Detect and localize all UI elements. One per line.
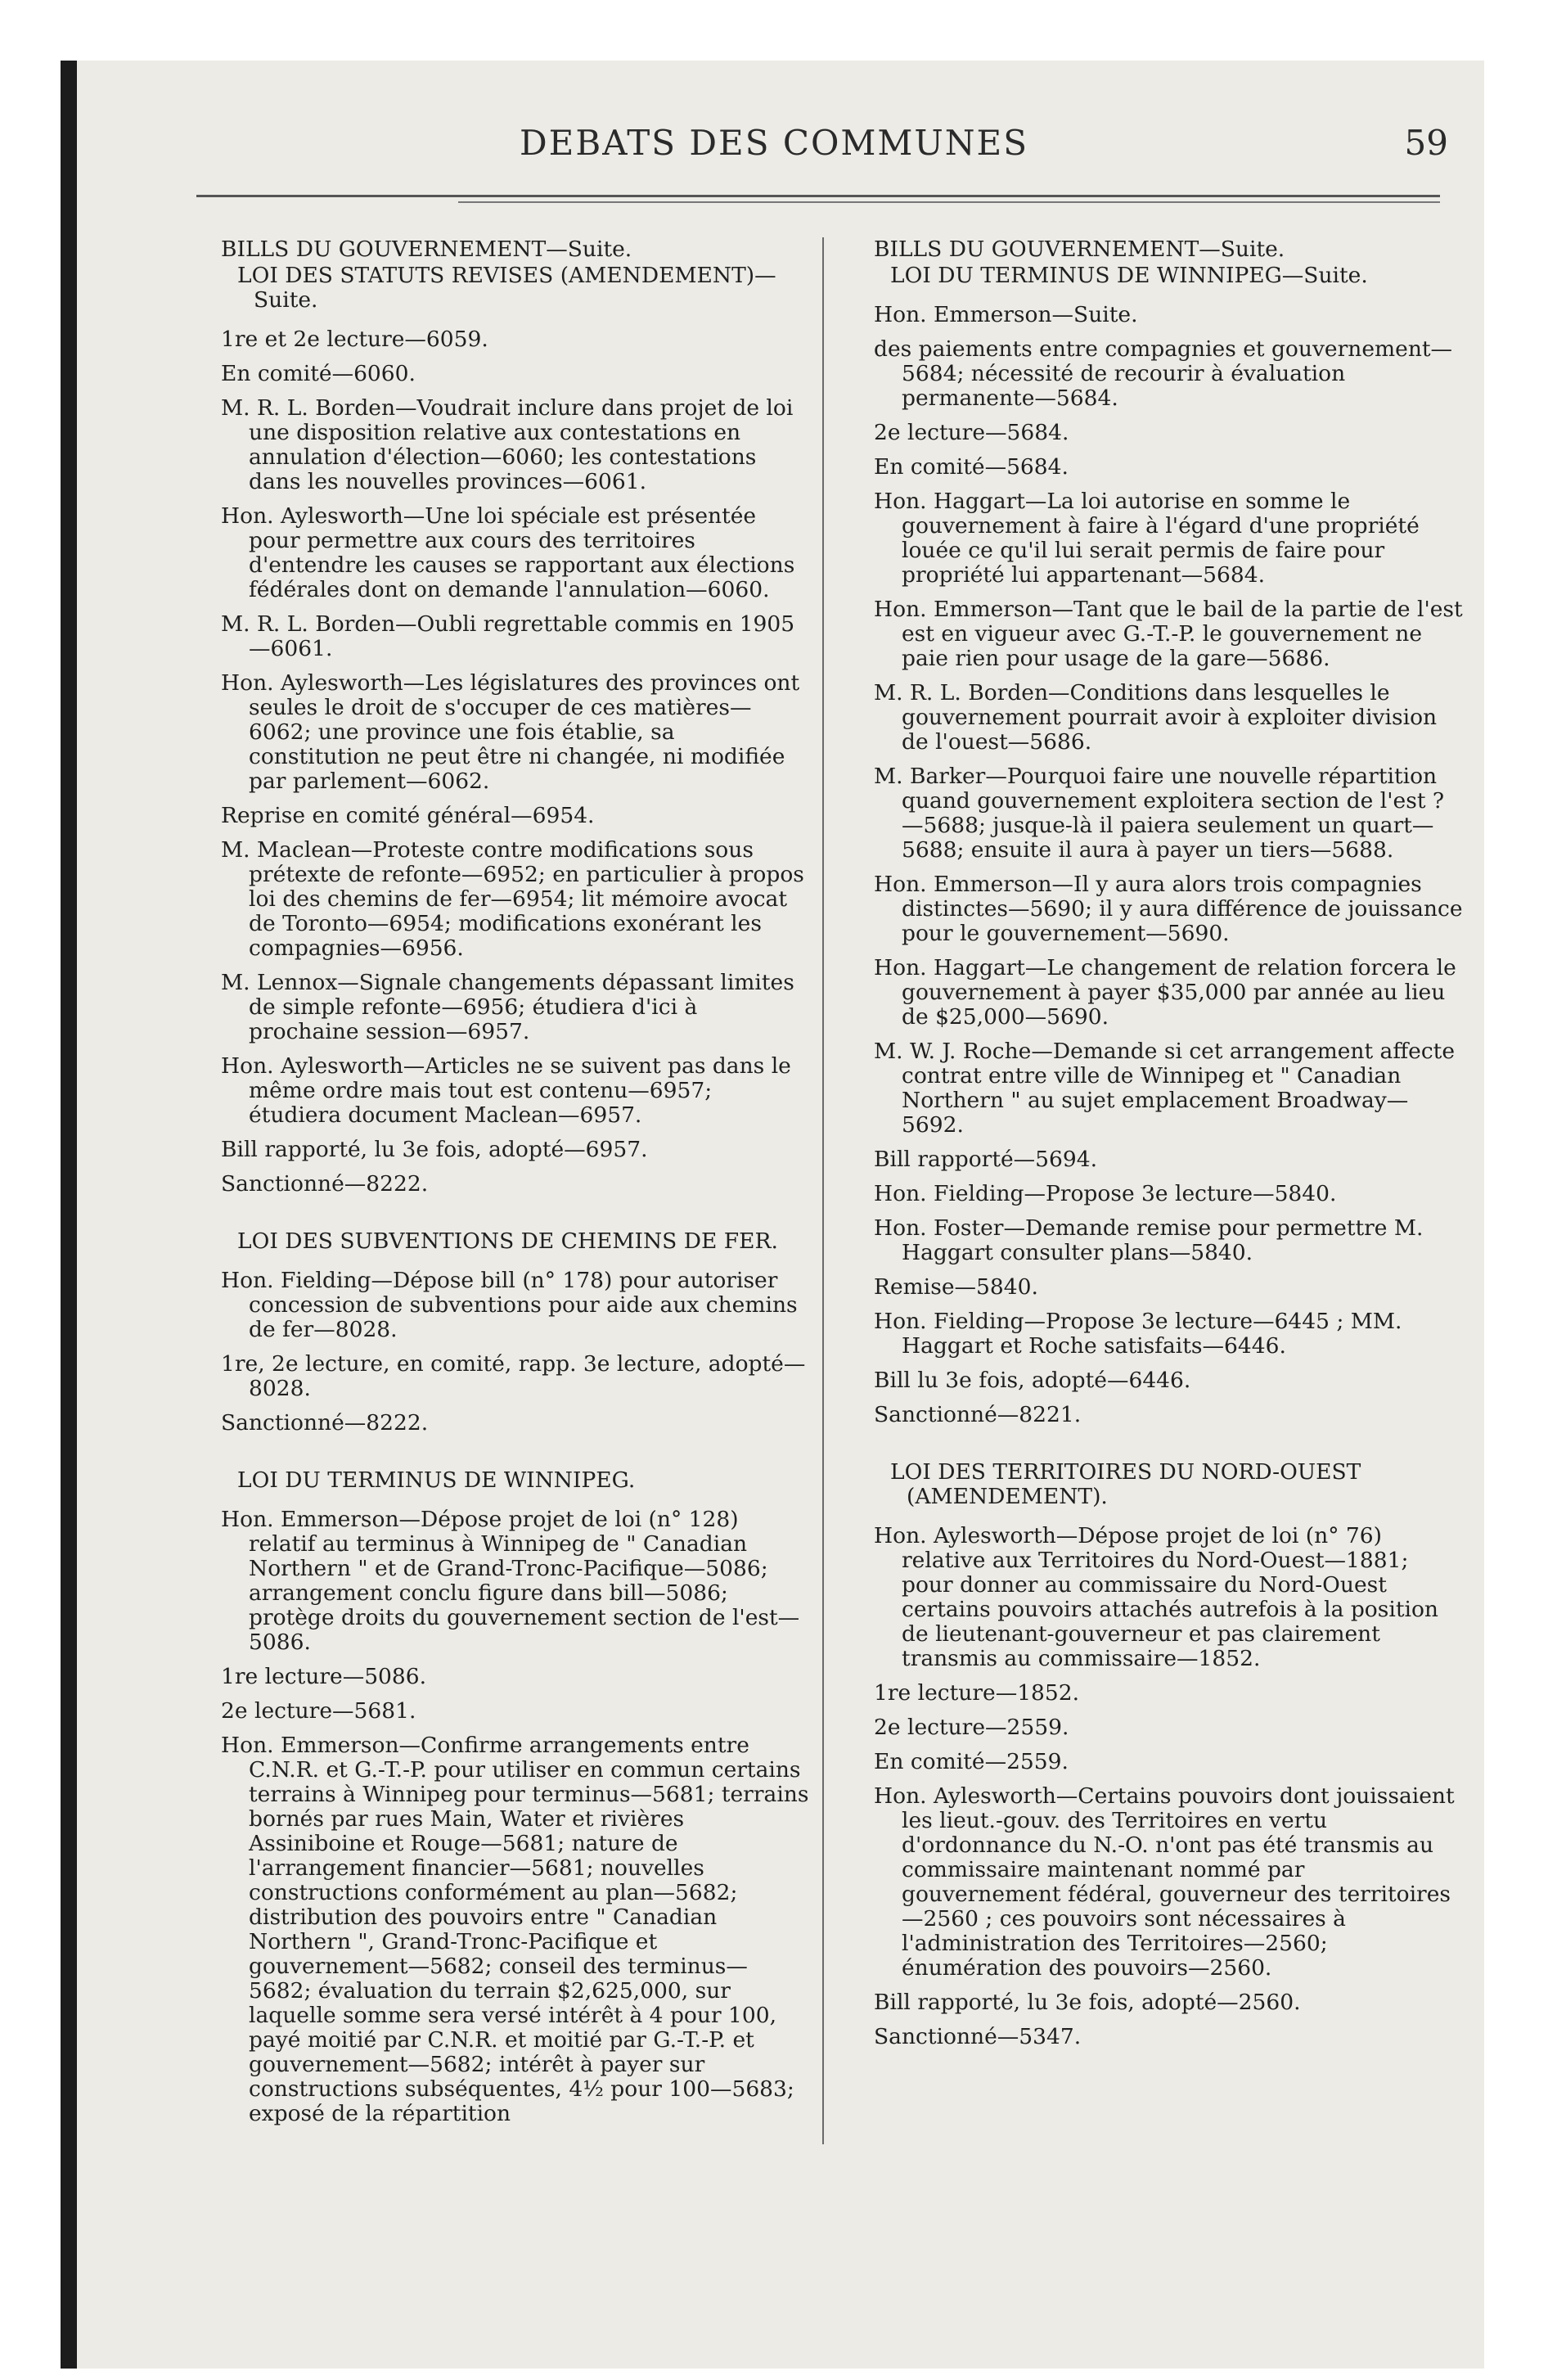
index-entry: Hon. Emmerson—Il y aura alors trois compagnies distinctes—5690; il y aura différence de jouissance pour le gouvernement—5690. bbox=[874, 872, 1463, 946]
index-entry: M. Lennox—Signale changements dépassant limites de simple refonte—6956; étudiera d'ici à prochaine session—6957. bbox=[221, 970, 794, 1044]
index-entry: En comité—2559. bbox=[874, 1749, 1069, 1774]
index-entry: Hon. Aylesworth—Articles ne se suivent pas dans le même ordre mais tout est contenu—6957; étudiera document Maclean—6957. bbox=[221, 1053, 791, 1128]
index-entry: Hon. Haggart—La loi autorise en somme le gouvernement à faire à l'égard d'une propriété louée ce qu'il lui serait permis de faire pour propriété lui appartenant—5684. bbox=[874, 489, 1420, 588]
scan-edge bbox=[61, 61, 77, 2369]
index-entry: 2e lecture—2559. bbox=[874, 1715, 1069, 1740]
index-entry: Hon. Aylesworth—Les législatures des provinces ont seules le droit de s'occuper de ces matières—6062; une province une fois établie, sa constitution ne peut être ni changée, ni modifiée par parlement—6062. bbox=[221, 670, 800, 794]
continued-speaker: Hon. Emmerson—Suite. bbox=[874, 302, 1138, 327]
page-number: 59 bbox=[1404, 123, 1448, 163]
left-column bbox=[221, 237, 810, 2136]
subsection-heading: LOI DES STATUTS REVISES (AMENDEMENT)—Suite. bbox=[237, 263, 776, 313]
index-entry: Hon. Fielding—Propose 3e lecture—6445 ; MM. Haggart et Roche satisfaits—6446. bbox=[874, 1309, 1402, 1359]
index-entry: Hon. Foster—Demande remise pour permettre M. Haggart consulter plans—5840. bbox=[874, 1215, 1424, 1265]
index-entry: Sanctionné—8222. bbox=[221, 1410, 429, 1436]
index-entry: 1re et 2e lecture—6059. bbox=[221, 327, 488, 352]
index-entry: Bill rapporté, lu 3e fois, adopté—2560. bbox=[874, 1990, 1301, 2015]
index-entry: 1re lecture—5086. bbox=[221, 1664, 427, 1689]
section-heading: BILLS DU GOUVERNEMENT—Suite. bbox=[221, 237, 632, 262]
index-entry: Hon. Fielding—Propose 3e lecture—5840. bbox=[874, 1181, 1337, 1206]
index-entry: Hon. Emmerson—Confirme arrangements entre C.N.R. et G.-T.-P. pour utiliser en commun certains terrains à Winnipeg pour terminus—5681; terrains bornés par rues Main, Water et rivières Assiniboine et Rouge—5681; nature de l'arrangement financier—5681; nouvelles constructions conformément au plan—5682; distribution des pouvoirs entre " Canadian Northern ", Grand-Tronc-Pacifique et gouvernement—5682; conseil des terminus—5682; évaluation du terrain $2,625,000, sur laquelle somme sera versé intérêt à 4 pour 100, payé moitié par C.N.R. et moitié par G.-T.-P. et gouvernement—5682; intérêt à payer sur constructions subséquentes, 4½ pour 100—5683; exposé de la répartition bbox=[221, 1733, 809, 2126]
index-entry: 1re lecture—1852. bbox=[874, 1680, 1080, 1706]
index-entry: Hon. Emmerson—Tant que le bail de la partie de l'est est en vigueur avec G.-T.-P. le gouvernement ne paie rien pour usage de la gare—5686. bbox=[874, 597, 1463, 671]
index-entry: En comité—5684. bbox=[874, 454, 1069, 480]
index-entry: M. R. L. Borden—Conditions dans lesquelles le gouvernement pourrait avoir à exploiter division de l'ouest—5686. bbox=[874, 680, 1438, 755]
index-entry: M. R. L. Borden—Oubli regrettable commis en 1905—6061. bbox=[221, 611, 795, 661]
index-entry: Remise—5840. bbox=[874, 1274, 1038, 1300]
section-heading: LOI DU TERMINUS DE WINNIPEG. bbox=[237, 1467, 636, 1493]
index-entry: 2e lecture—5684. bbox=[874, 420, 1069, 445]
index-entry: 1re, 2e lecture, en comité, rapp. 3e lecture, adopté—8028. bbox=[221, 1351, 806, 1401]
index-entry: M. R. L. Borden—Voudrait inclure dans projet de loi une disposition relative aux contestations en annulation d'élection—6060; les contestations dans les nouvelles provinces—6061. bbox=[221, 395, 794, 494]
right-column bbox=[874, 237, 1463, 2059]
subsection-heading: LOI DU TERMINUS DE WINNIPEG—Suite. bbox=[890, 263, 1368, 288]
section-heading: BILLS DU GOUVERNEMENT—Suite. bbox=[874, 237, 1285, 262]
index-entry: Hon. Aylesworth—Une loi spéciale est présentée pour permettre aux cours des territoires d'entendre les causes se rapportant aux élections fédérales dont on demande l'annulation—6060. bbox=[221, 503, 795, 602]
index-entry: Sanctionné—8221. bbox=[874, 1402, 1082, 1427]
index-entry: Bill lu 3e fois, adopté—6446. bbox=[874, 1368, 1191, 1393]
index-entry: M. Barker—Pourquoi faire une nouvelle répartition quand gouvernement exploitera section de l'est ?—5688; jusque-là il paiera seulement un quart—5688; ensuite il aura à payer un tiers—5688. bbox=[874, 764, 1445, 863]
header-rule bbox=[196, 195, 1440, 197]
index-entry: M. W. J. Roche—Demande si cet arrangement affecte contrat entre ville de Winnipeg et " Canadian Northern " au sujet emplacement Broadway—5692. bbox=[874, 1039, 1456, 1138]
header-rule-secondary bbox=[458, 201, 1440, 203]
index-entry: Hon. Aylesworth—Dépose projet de loi (n° 76) relative aux Territoires du Nord-Ouest—1881; pour donner au commissaire du Nord-Ouest certains pouvoirs attachés autrefois à la position de lieutenant-gouverneur et pas clairement transmis au commissaire—1852. bbox=[874, 1523, 1438, 1671]
column-divider bbox=[822, 237, 824, 2144]
index-entry: Hon. Haggart—Le changement de relation forcera le gouvernement à payer $35,000 par année au lieu de $25,000—5690. bbox=[874, 955, 1456, 1030]
index-entry: des paiements entre compagnies et gouvernement—5684; nécessité de recourir à évaluation permanente—5684. bbox=[874, 336, 1453, 411]
index-entry: Reprise en comité général—6954. bbox=[221, 803, 595, 828]
section-heading: LOI DES TERRITOIRES DU NORD-OUEST (AMENDEMENT). bbox=[890, 1459, 1361, 1509]
index-entry: 2e lecture—5681. bbox=[221, 1698, 416, 1724]
index-entry: Bill rapporté, lu 3e fois, adopté—6957. bbox=[221, 1137, 648, 1162]
index-entry: Hon. Fielding—Dépose bill (n° 178) pour autoriser concession de subventions pour aide aux chemins de fer—8028. bbox=[221, 1268, 798, 1342]
index-entry: Sanctionné—5347. bbox=[874, 2024, 1082, 2049]
index-entry: Hon. Aylesworth—Certains pouvoirs dont jouissaient les lieut.-gouv. des Territoires en vertu d'ordonnance du N.-O. n'ont pas été transmis au commissaire maintenant nommé par gouvernement fédéral, gouverneur des territoires—2560 ; ces pouvoirs sont nécessaires à l'administration des Territoires—2560; énumération des pouvoirs—2560. bbox=[874, 1783, 1455, 1981]
index-entry: M. Maclean—Proteste contre modifications sous prétexte de refonte—6952; en particulier à propos loi des chemins de fer—6954; lit mémoire avocat de Toronto—6954; modifications exonérant les compagnies—6956. bbox=[221, 837, 804, 961]
index-entry: Sanctionné—8222. bbox=[221, 1171, 429, 1197]
section-heading: LOI DES SUBVENTIONS DE CHEMINS DE FER. bbox=[237, 1228, 778, 1254]
page-title: DEBATS DES COMMUNES bbox=[520, 123, 1028, 163]
index-entry: Hon. Emmerson—Dépose projet de loi (n° 128) relatif au terminus à Winnipeg de " Canadian Northern " et de Grand-Tronc-Pacifique—5086; arrangement conclu figure dans bill—5086; protège droits du gouvernement section de l'est—5086. bbox=[221, 1507, 800, 1655]
index-entry: En comité—6060. bbox=[221, 361, 416, 386]
index-entry: Bill rapporté—5694. bbox=[874, 1147, 1098, 1172]
